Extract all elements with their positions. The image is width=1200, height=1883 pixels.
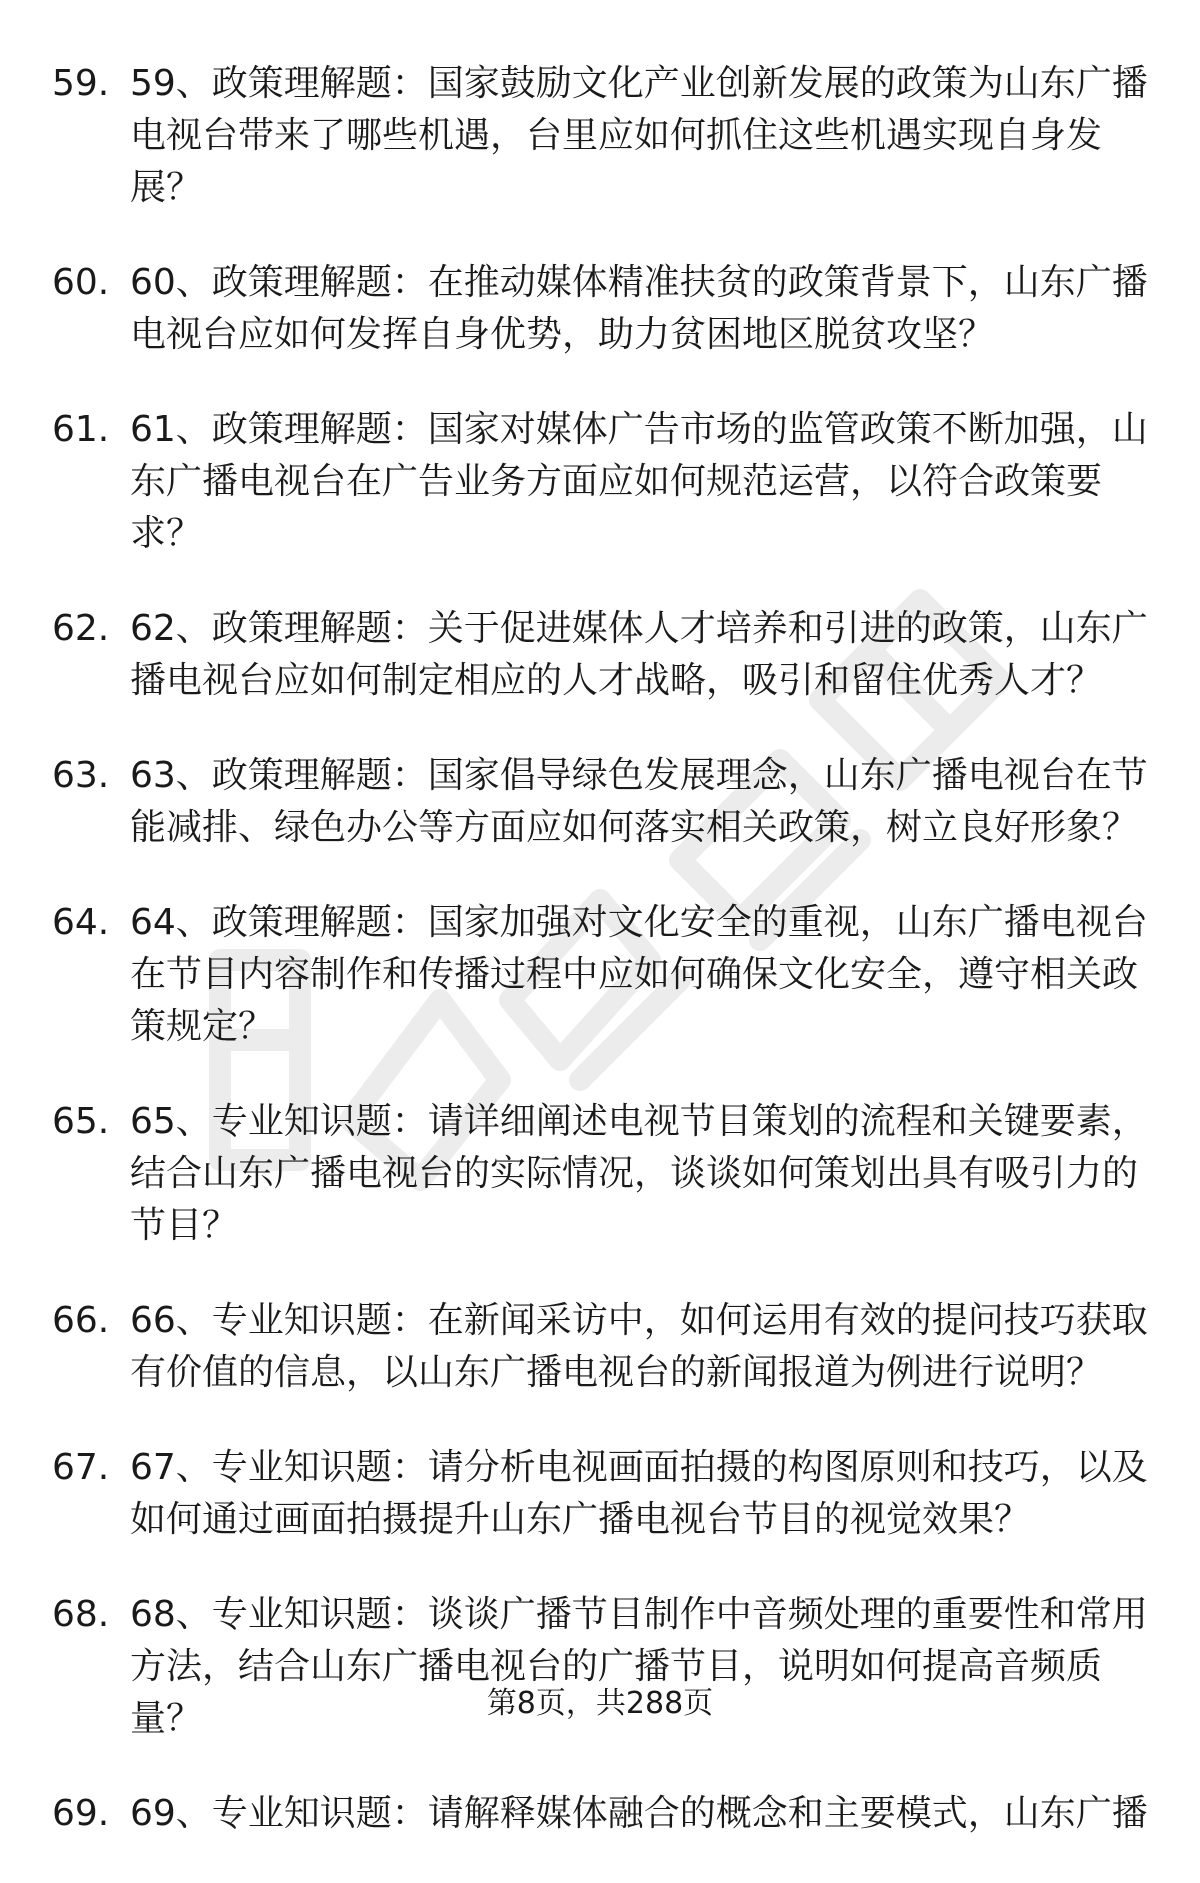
list-item [52, 603, 1152, 707]
question-number: 64. [52, 902, 110, 943]
question-number: 66. [52, 1300, 110, 1341]
question-text: 62、政策理解题：关于促进媒体人才培养和引进的政策，山东广播电视台应如何制定相应的人才战略，吸引和留住优秀人才？ [130, 608, 1148, 701]
question-number: 60. [52, 262, 110, 303]
question-text: 68、专业知识题：谈谈广播节目制作中音频处理的重要性和常用方法，结合山东广播电视台的广播节目，说明如何提高音频质量？ [130, 1594, 1148, 1739]
question-text: 59、政策理解题：国家鼓励文化产业创新发展的政策为山东广播电视台带来了哪些机遇，台里应如何抓住这些机遇实现自身发展？ [130, 63, 1148, 208]
question-text: 64、政策理解题：国家加强对文化安全的重视，山东广播电视台在节目内容制作和传播过程中应如何确保文化安全，遵守相关政策规定？ [130, 902, 1148, 1047]
list-item [52, 257, 1152, 361]
question-text: 67、专业知识题：请分析电视画面拍摄的构图原则和技巧，以及如何通过画面拍摄提升山东广播电视台节目的视觉效果？ [130, 1447, 1148, 1540]
list-item [52, 1788, 1152, 1840]
list-item [52, 404, 1152, 560]
list-item [52, 1442, 1152, 1546]
list-item [52, 58, 1152, 214]
question-number: 62. [52, 608, 110, 649]
question-number: 61. [52, 409, 110, 450]
question-text: 61、政策理解题：国家对媒体广告市场的监管政策不断加强，山东广播电视台在广告业务方面应如何规范运营，以符合政策要求？ [130, 409, 1148, 554]
question-number: 68. [52, 1594, 110, 1635]
question-number: 69. [52, 1793, 110, 1834]
question-text: 63、政策理解题：国家倡导绿色发展理念，山东广播电视台在节能减排、绿色办公等方面应如何落实相关政策，树立良好形象？ [130, 755, 1148, 848]
question-text: 66、专业知识题：在新闻采访中，如何运用有效的提问技巧获取有价值的信息，以山东广播电视台的新闻报道为例进行说明？ [130, 1300, 1148, 1393]
question-text: 69、专业知识题：请解释媒体融合的概念和主要模式，山东广播 [130, 1793, 1148, 1834]
question-number: 59. [52, 63, 110, 104]
list-item [52, 1295, 1152, 1399]
question-text: 65、专业知识题：请详细阐述电视节目策划的流程和关键要素，结合山东广播电视台的实际情况，谈谈如何策划出具有吸引力的节目？ [130, 1101, 1148, 1246]
question-number: 67. [52, 1447, 110, 1488]
question-list [52, 58, 1152, 1883]
question-number: 65. [52, 1101, 110, 1142]
list-item [52, 750, 1152, 854]
question-text: 60、政策理解题：在推动媒体精准扶贫的政策背景下，山东广播电视台应如何发挥自身优势，助力贫困地区脱贫攻坚？ [130, 262, 1148, 355]
list-item [52, 897, 1152, 1053]
page-footer: 第8页，共288页 [486, 1686, 714, 1721]
question-number: 63. [52, 755, 110, 796]
list-item [52, 1096, 1152, 1252]
